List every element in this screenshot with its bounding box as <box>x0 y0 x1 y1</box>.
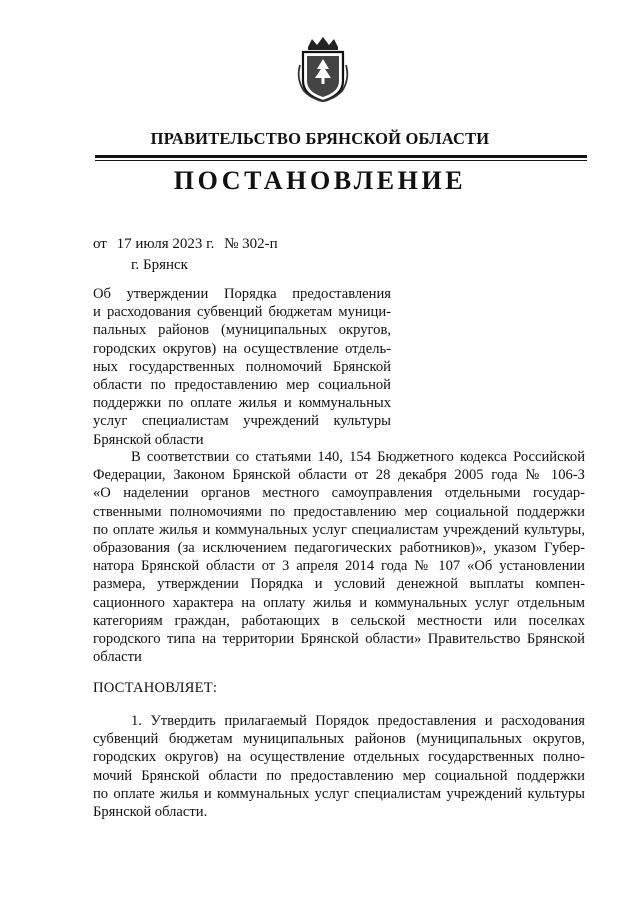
item-1-line: субвенций бюджетам муниципальных районов (муниципальных округов, <box>93 731 585 748</box>
item-1-paragraph <box>93 712 585 821</box>
preamble-line: городского типа на территории Брянской области» Правительство Брянской <box>93 630 585 647</box>
date-line <box>93 236 284 253</box>
preamble-line: Федерации, Законом Брянской области от 28 декабря 2005 года № 106-З <box>93 467 585 484</box>
item-1-line: мочий Брянской области по предоставлению мер социальной поддержки <box>93 767 585 784</box>
item-1-line: городских округов) на осуществление отдельных государственных полно- <box>93 749 585 766</box>
preamble-line: размера, утверждении Порядка и условий денежной выплаты компен- <box>93 576 585 593</box>
document-number: № 302-п <box>224 236 278 252</box>
item-1-line: 1. Утвердить прилагаемый Порядок предоставления и расходования <box>131 713 585 729</box>
item-1-line: Брянской области. <box>93 803 208 820</box>
preamble-line: по оплате жилья и коммунальных услуг специалистам учреждений культуры, <box>93 521 585 538</box>
decree-word: ПОСТАНОВЛЯЕТ: <box>93 680 218 696</box>
preamble-line: области <box>93 649 142 666</box>
subject-line: и расходования субвенций бюджетам муници- <box>93 304 391 321</box>
subject-line: ных государственных полномочий Брянской <box>93 358 391 375</box>
preamble-line: натора Брянской области от 3 апреля 2014 года № 107 «Об установлении <box>93 558 585 575</box>
subject-line: Брянской области <box>93 431 204 448</box>
header-rule-thick <box>95 155 587 158</box>
subject-line: пальных районов (муниципальных округов, <box>93 322 391 339</box>
date-prefix: от <box>93 236 107 252</box>
preamble-line: образования (за исключением педагогических работников)», указом Губер- <box>93 539 585 556</box>
subject-line: поддержки по оплате жилья и коммунальных <box>93 395 391 412</box>
document-subject <box>93 285 391 449</box>
document-type: ПОСТАНОВЛЕНИЕ <box>173 166 467 195</box>
preamble-line: категориям граждан, работающих в сельской местности или поселках <box>93 612 585 629</box>
subject-line: городских округов) на осуществление отдель- <box>93 340 391 357</box>
preamble-line: сационного характера на оплату жилья и коммунальных услуг отдельным <box>93 594 585 611</box>
subject-line: услуг специалистам учреждений культуры <box>93 413 391 430</box>
preamble-line: «О наделении органов местного самоуправления отдельными государ- <box>93 485 585 502</box>
document-date: 17 июля 2023 г. <box>116 236 215 252</box>
document-city: г. Брянск <box>131 257 188 273</box>
organization-title: ПРАВИТЕЛЬСТВО БРЯНСКОЙ ОБЛАСТИ <box>150 129 490 148</box>
header-rule-thin <box>95 160 587 161</box>
subject-line: области по предоставлению мер социальной <box>93 376 391 393</box>
subject-line: Об утверждении Порядка предоставления <box>93 286 391 302</box>
preamble-paragraph <box>93 448 585 666</box>
preamble-line: ственными полномочиями по предоставлению мер социальной поддержки <box>93 503 585 520</box>
item-1-line: по оплате жилья и коммунальных услуг специалистам учреждений культуры <box>93 785 585 802</box>
coat-of-arms-bryansk-icon <box>294 35 352 105</box>
preamble-line: В соответствии со статьями 140, 154 Бюджетного кодекса Российской <box>131 449 585 465</box>
